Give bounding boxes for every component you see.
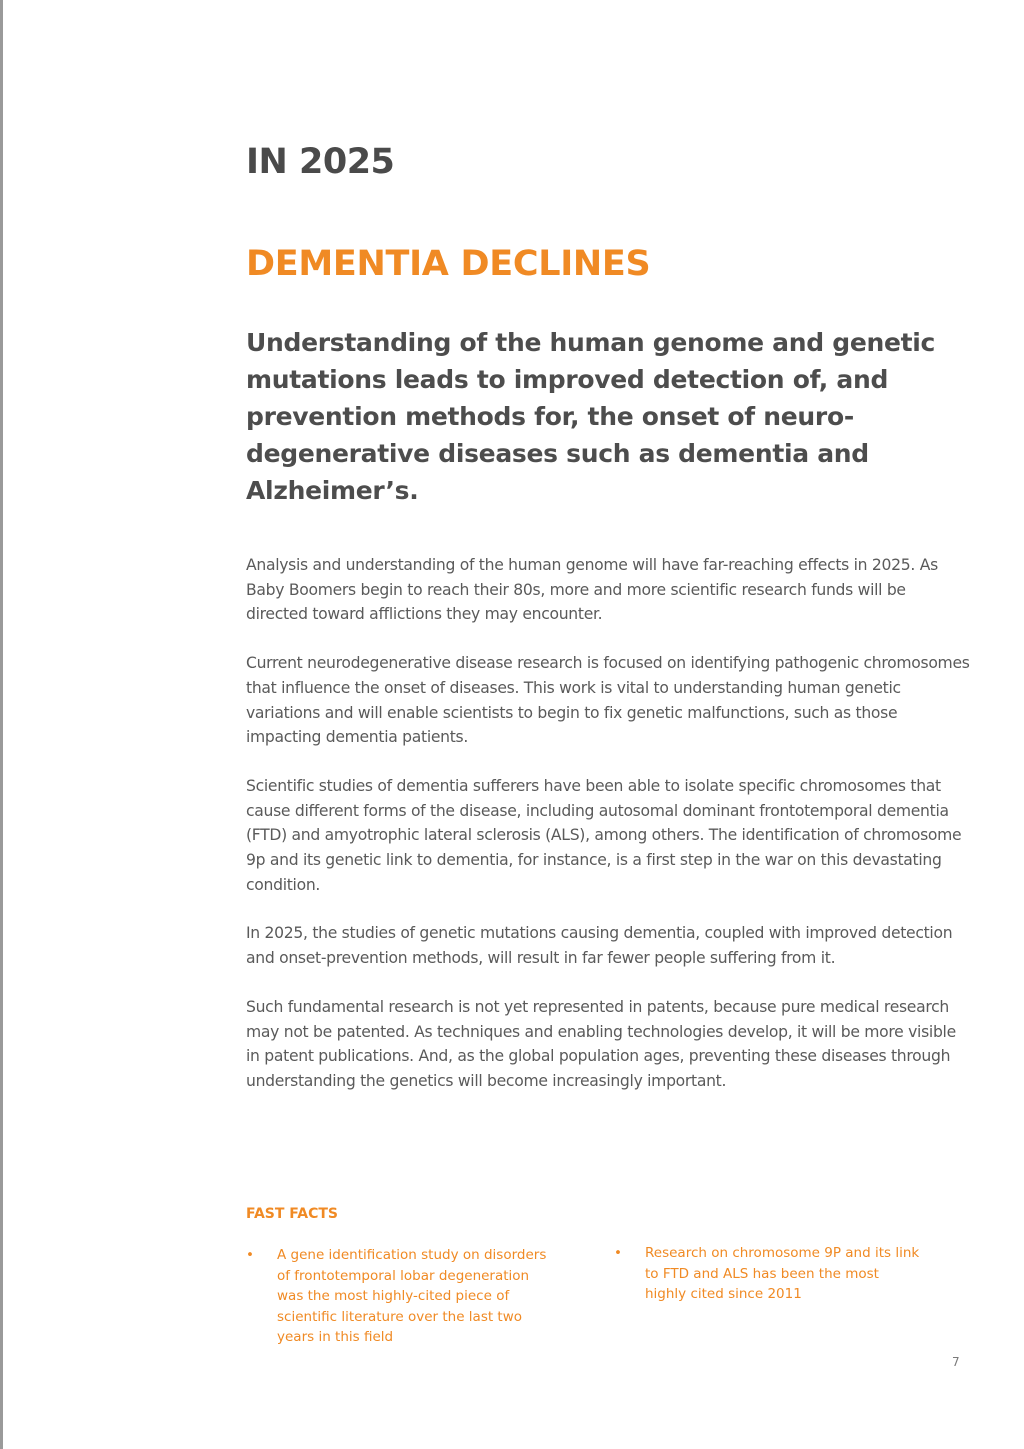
article-headline: DEMENTIA DECLINES: [246, 244, 651, 284]
page-edge-rule: [0, 0, 3, 1449]
fast-fact-text: A gene identification study on disorders of frontotemporal lobar degeneration was the most highly-cited piece of scientific literature over the last two years in this field: [277, 1247, 547, 1345]
kicker-year: IN 2025: [246, 142, 395, 182]
page-number: 7: [952, 1355, 960, 1369]
body-paragraph: Current neurodegenerative disease research is focused on identifying pathogenic chromosomes that influence the onset of diseases. This work is vital to understanding human genetic variations and will enable scientists to begin to fix genetic malfunctions, such as those impacting dementia patients.: [246, 654, 970, 747]
fast-facts-heading: FAST FACTS: [246, 1206, 338, 1222]
bullet-icon: •: [246, 1247, 254, 1263]
body-paragraph: Scientific studies of dementia sufferers have been able to isolate specific chromosomes that cause different forms of the disease, including autosomal dominant frontotemporal dementia (FTD) and amyotrophic lateral sclerosis (ALS), among others. The identification of chromosome 9p and its genetic link to dementia, for instance, is a first step in the war on this devastating condition.: [246, 776, 962, 894]
article-body: [246, 553, 970, 1118]
fast-fact-text: Research on chromosome 9P and its link to FTD and ALS has been the most highly cited since 2011: [645, 1245, 920, 1302]
bullet-icon: •: [614, 1245, 622, 1261]
body-paragraph: Analysis and understanding of the human genome will have far-reaching effects in 2025. As Baby Boomers begin to reach their 80s, more and more scientific research funds will be directed toward afflictions they may encounter.: [246, 556, 938, 624]
body-paragraph: In 2025, the studies of genetic mutations causing dementia, coupled with improved detection and onset-prevention methods, will result in far fewer people suffering from it.: [246, 924, 953, 968]
body-paragraph: Such fundamental research is not yet represented in patents, because pure medical research may not be patented. As techniques and enabling technologies develop, it will be more visible in patent publications. And, as the global population ages, preventing these diseases through understanding the genetics will become increasingly important.: [246, 997, 956, 1090]
article-lede: Understanding of the human genome and genetic mutations leads to improved detection of, and prevention methods for, the onset of neuro-degenerative diseases such as dementia and Alzheimer’s.: [246, 328, 936, 505]
